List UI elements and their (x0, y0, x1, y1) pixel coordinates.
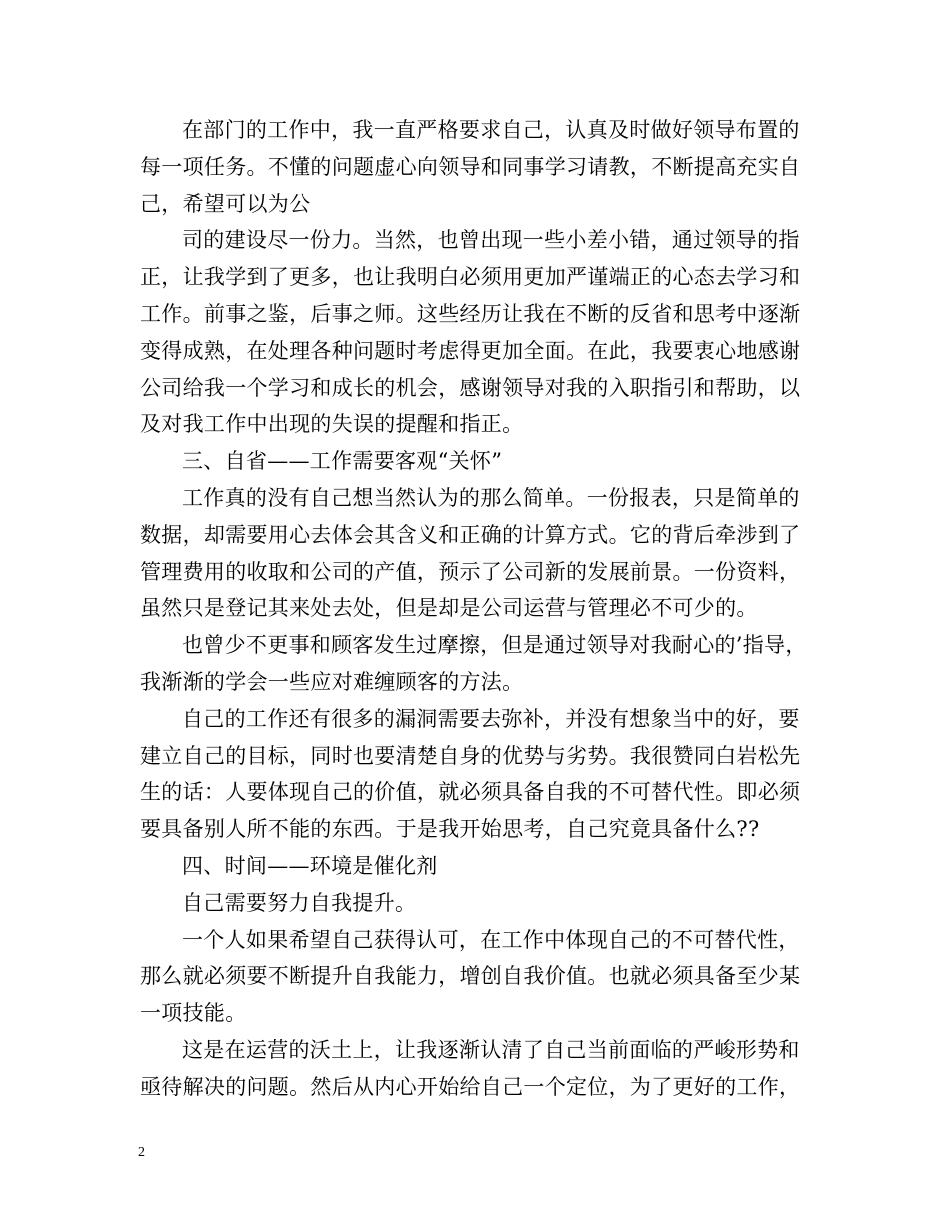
text-line: 自己的工作还有很多的漏洞需要去弥补，并没有想象当中的好，要 (182, 706, 800, 731)
text-line: 变得成熟，在处理各种问题时考虑得更加全面。在此，我要衷心地感谢 (140, 338, 801, 363)
text-line: 也曾少不更事和顾客发生过摩擦，但是通过领导对我耐心的’指导， (182, 633, 807, 658)
page-number: 2 (138, 1145, 145, 1160)
text-line: 己，希望可以为公 (140, 191, 311, 216)
text-line: 及对我工作中出现的失误的提醒和指正。 (140, 412, 524, 437)
text-line: 数据，却需要用心去体会其含义和正确的计算方式。它的背后牵涉到了 (140, 522, 801, 547)
text-line: 生的话：人要体现自己的价值，就必须具备自我的不可替代性。即必须 (140, 780, 801, 805)
text-line: 工作。前事之鉴，后事之师。这些经历让我在不断的反省和思考中逐渐 (140, 301, 801, 326)
text-line: 亟待解决的问题。然后从内心开始给自己一个定位，为了更好的工作， (140, 1074, 801, 1099)
text-line: 要具备别人所不能的东西。于是我开始思考，自己究竟具备什么?? (140, 817, 760, 842)
text-line: 管理费用的收取和公司的产值，预示了公司新的发展前景。一份资料， (140, 559, 801, 584)
text-line: 我渐渐的学会一些应对难缠顾客的方法。 (140, 669, 524, 694)
text-line: 自己需要努力自我提升。 (182, 890, 417, 915)
text-line: 虽然只是登记其来处去处，但是却是公司运营与管理必不可少的。 (140, 596, 758, 621)
text-line: 工作真的没有自己想当然认为的那么简单。一份报表，只是简单的 (182, 485, 800, 510)
text-line: 这是在运营的沃土上，让我逐渐认清了自己当前面临的严峻形势和 (182, 1037, 800, 1062)
text-line: 司的建设尽一份力。当然，也曾出现一些小差小错，通过领导的指 (182, 228, 800, 253)
text-line: 正，让我学到了更多，也让我明白必须用更加严谨端正的心态去学习和 (140, 265, 801, 290)
text-line: 每一项任务。不懂的问题虚心向领导和同事学习请教，不断提高充实自 (140, 154, 801, 179)
text-line: 建立自己的目标，同时也要清楚自身的优势与劣势。我很赞同白岩松先 (140, 743, 801, 768)
document-body (140, 112, 820, 1106)
text-line: 那么就必须要不断提升自我能力，增创自我价值。也就必须具备至少某 (140, 964, 801, 989)
section-heading: 四、时间——环境是催化剂 (182, 853, 438, 878)
section-heading: 三、自省——工作需要客观“关怀” (182, 449, 503, 474)
text-line: 公司给我一个学习和成长的机会，感谢领导对我的入职指引和帮助，以 (140, 375, 801, 400)
text-line: 一个人如果希望自己获得认可，在工作中体现自己的不可替代性， (182, 927, 800, 952)
text-line: 一项技能。 (140, 1001, 247, 1026)
text-line: 在部门的工作中，我一直严格要求自己，认真及时做好领导布置的 (182, 118, 800, 142)
